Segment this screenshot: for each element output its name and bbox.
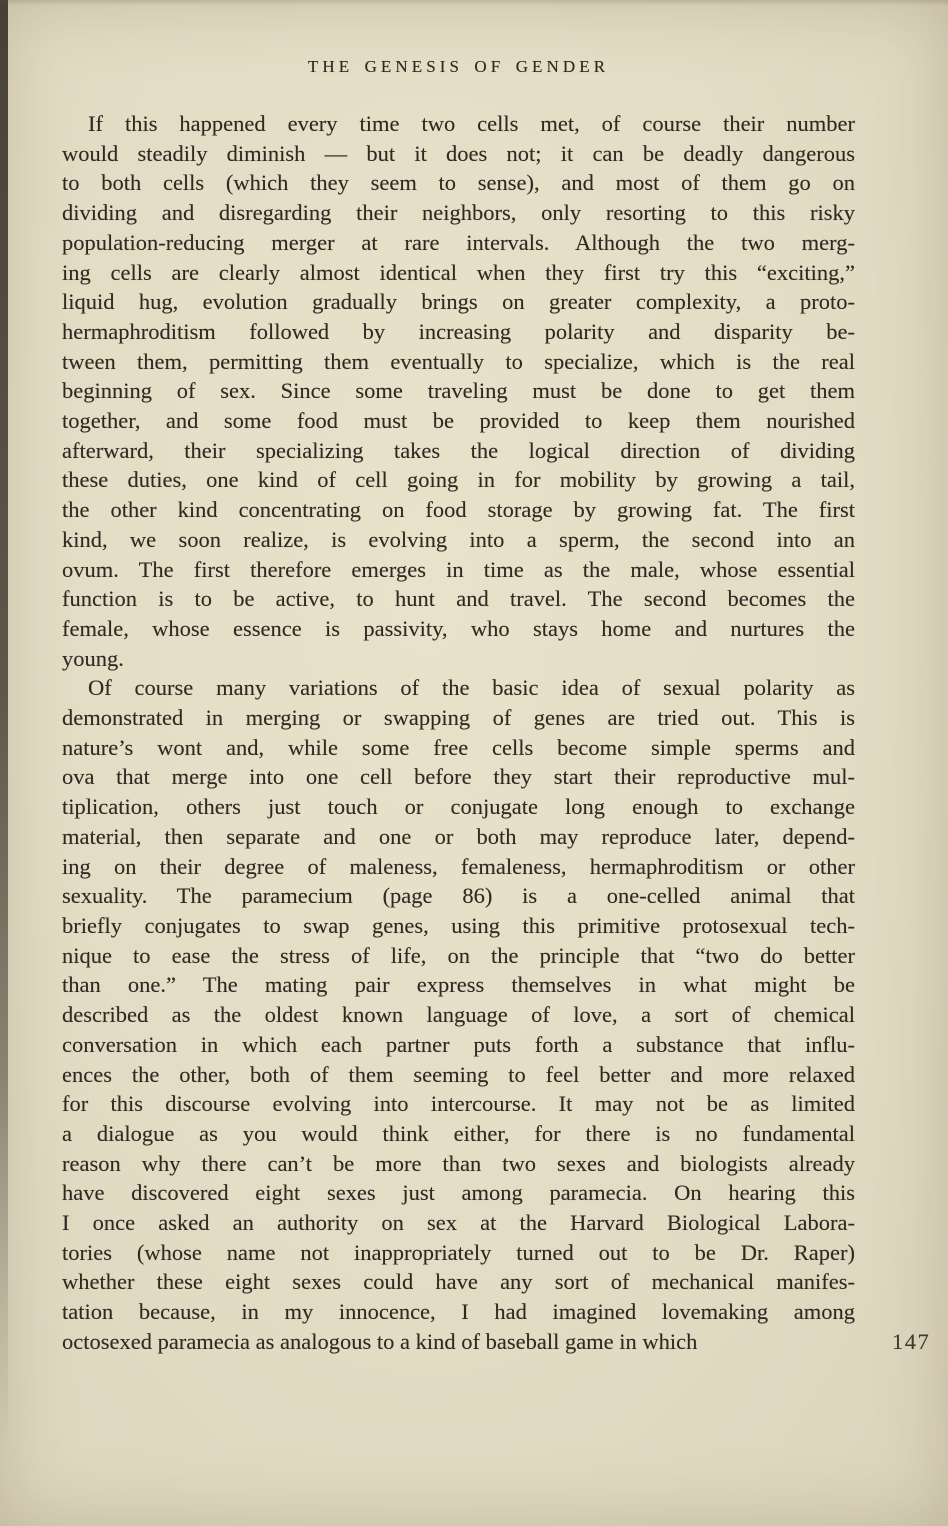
text-line: nature’s wont and, while some free cells become simple sperms and bbox=[62, 734, 855, 760]
text-line: tiplication, others just touch or conjugate long enough to exchange bbox=[62, 794, 855, 820]
text-line: conversation in which each partner puts forth a substance that influ- bbox=[62, 1031, 855, 1057]
page-number: 147 bbox=[892, 1329, 931, 1354]
text-line: I once asked an authority on sex at the Harvard Biological Labora- bbox=[62, 1210, 855, 1236]
text-line: the other kind concentrating on food storage by growing fat. The first bbox=[62, 497, 855, 523]
text-line: octosexed paramecia as analogous to a kind of baseball game in which bbox=[62, 1328, 698, 1354]
text-line: tween them, permitting them eventually to specialize, which is the real bbox=[62, 348, 855, 374]
paragraph bbox=[62, 673, 855, 1356]
text-line: these duties, one kind of cell going in for mobility by growing a tail, bbox=[62, 467, 855, 493]
text-line: ova that merge into one cell before they start their reproductive mul- bbox=[62, 764, 855, 790]
text-line: If this happened every time two cells met, of course their number bbox=[88, 111, 855, 136]
text-line: function is to be active, to hunt and travel. The second becomes the bbox=[62, 586, 855, 612]
text-line: material, then separate and one or both may reproduce later, depend- bbox=[62, 823, 855, 849]
paragraph bbox=[62, 109, 855, 673]
text-line: described as the oldest known language of love, a sort of chemical bbox=[62, 1002, 855, 1028]
text-line: female, whose essence is passivity, who stays home and nurtures the bbox=[62, 615, 855, 641]
text-line: tories (whose name not inappropriately turned out to be Dr. Raper) bbox=[62, 1239, 855, 1265]
text-line: than one.” The mating pair express themselves in what might be bbox=[62, 972, 855, 998]
body-text bbox=[62, 109, 855, 1357]
text-line: nique to ease the stress of life, on the principle that “two do better bbox=[62, 942, 855, 968]
text-line: a dialogue as you would think either, for there is no fundamental bbox=[62, 1120, 855, 1146]
text-line: for this discourse evolving into intercourse. It may not be as limited bbox=[62, 1091, 855, 1117]
text-line: beginning of sex. Since some traveling must be done to get them bbox=[62, 378, 855, 404]
text-line: sexuality. The paramecium (page 86) is a one-celled animal that bbox=[62, 883, 855, 909]
running-head: THE GENESIS OF GENDER bbox=[307, 57, 610, 76]
text-line: ovum. The first therefore emerges in time as the male, whose essential bbox=[62, 556, 855, 582]
text-line: young. bbox=[62, 645, 124, 671]
text-line: dividing and disregarding their neighbors, only resorting to this risky bbox=[62, 200, 855, 226]
text-line: would steadily diminish — but it does not; it can be deadly dangerous bbox=[62, 140, 855, 166]
text-line: have discovered eight sexes just among paramecia. On hearing this bbox=[62, 1180, 855, 1206]
text-line: ences the other, both of them seeming to feel better and more relaxed bbox=[62, 1061, 855, 1087]
text-line: kind, we soon realize, is evolving into a sperm, the second into an bbox=[62, 526, 855, 552]
page-top-shade bbox=[0, 0, 948, 6]
text-line: demonstrated in merging or swapping of genes are tried out. This is bbox=[62, 705, 855, 731]
binding-edge-shadow bbox=[0, 0, 8, 1526]
text-line: whether these eight sexes could have any sort of mechanical manifes- bbox=[62, 1269, 855, 1295]
text-line: tation because, in my innocence, I had imagined lovemaking among bbox=[62, 1299, 855, 1325]
text-line: together, and some food must be provided to keep them nourished bbox=[62, 408, 855, 434]
text-line: ing on their degree of maleness, femaleness, hermaphroditism or other bbox=[62, 853, 855, 879]
text-line: afterward, their specializing takes the logical direction of dividing bbox=[62, 437, 855, 463]
text-line: population-reducing merger at rare intervals. Although the two merg- bbox=[62, 229, 855, 255]
text-line: briefly conjugates to swap genes, using this primitive protosexual tech- bbox=[62, 912, 855, 938]
text-line: liquid hug, evolution gradually brings on greater complexity, a proto- bbox=[62, 289, 855, 315]
text-line: ing cells are clearly almost identical when they first try this “exciting,” bbox=[62, 259, 855, 285]
text-line: to both cells (which they seem to sense), and most of them go on bbox=[62, 170, 855, 196]
text-line: Of course many variations of the basic idea of sexual polarity as bbox=[88, 675, 855, 701]
text-line: reason why there can’t be more than two sexes and biologists already bbox=[62, 1150, 855, 1176]
text-line: hermaphroditism followed by increasing polarity and disparity be- bbox=[62, 318, 855, 344]
